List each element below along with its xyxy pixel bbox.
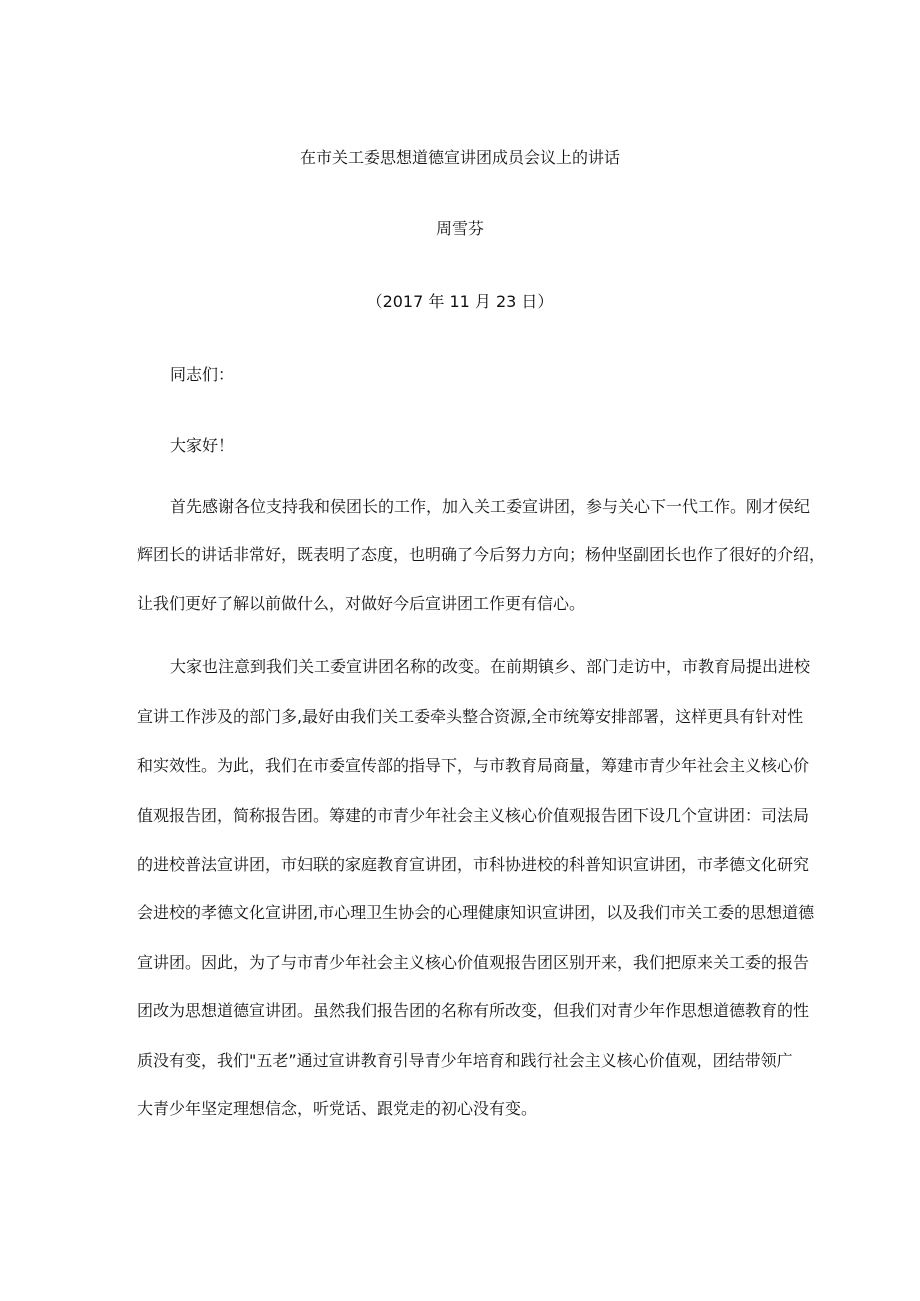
paragraph-line: 质没有变，我们"五老”通过宣讲教育引导青少年培育和践行社会主义核心价值观，团结带领广 <box>137 1051 793 1070</box>
paragraph-line: 大家也注意到我们关工委宣讲团名称的改变。在前期镇乡、部门走访中，市教育局提出进校 <box>170 657 811 676</box>
paragraph-line: 和实效性。为此，我们在市委宣传部的指导下，与市教育局商量，筹建市青少年社会主义核心价 <box>137 756 810 775</box>
paragraph-line: 让我们更好了解以前做什么，对做好今后宣讲团工作更有信心。 <box>137 594 586 613</box>
paragraph-line: 辉团长的讲话非常好，既表明了态度，也明确了今后努力方向；杨仲坚副团长也作了很好的介绍， <box>137 545 826 564</box>
speech-date: （2017 年 11 月 23 日） <box>366 292 554 311</box>
paragraph-line: 大青少年坚定理想信念，听党话、跟党走的初心没有变。 <box>137 1099 538 1118</box>
paragraph-line: 宣讲团。因此，为了与市青少年社会主义核心价值观报告团区别开来，我们把原来关工委的报告 <box>137 953 810 972</box>
greeting: 大家好！ <box>170 436 235 455</box>
salutation: 同志们： <box>170 365 235 384</box>
paragraph-line: 值观报告团，简称报告团。筹建的市青少年社会主义核心价值观报告团下设几个宣讲团：司法局 <box>137 806 810 825</box>
paragraph-line: 首先感谢各位支持我和侯团长的工作，加入关工委宣讲团，参与关心下一代工作。刚才侯纪 <box>170 497 811 516</box>
paragraph-line: 会进校的孝德文化宣讲团,市心理卫生协会的心理健康知识宣讲团，以及我们市关工委的思想道德 <box>137 903 815 922</box>
paragraph-line: 团改为思想道德宣讲团。虽然我们报告团的名称有所改变，但我们对青少年作思想道德教育的性 <box>137 1001 810 1020</box>
paragraph-line: 宣讲工作涉及的部门多,最好由我们关工委牵头整合资源,全市统筹安排部署，这样更具有针对性 <box>137 707 804 726</box>
document-title: 在市关工委思想道德宣讲团成员会议上的讲话 <box>299 148 620 167</box>
paragraph-line: 的进校普法宣讲团，市妇联的家庭教育宣讲团，市科协进校的科普知识宣讲团，市孝德文化研究 <box>137 855 810 874</box>
author-name: 周雪芬 <box>435 219 484 238</box>
